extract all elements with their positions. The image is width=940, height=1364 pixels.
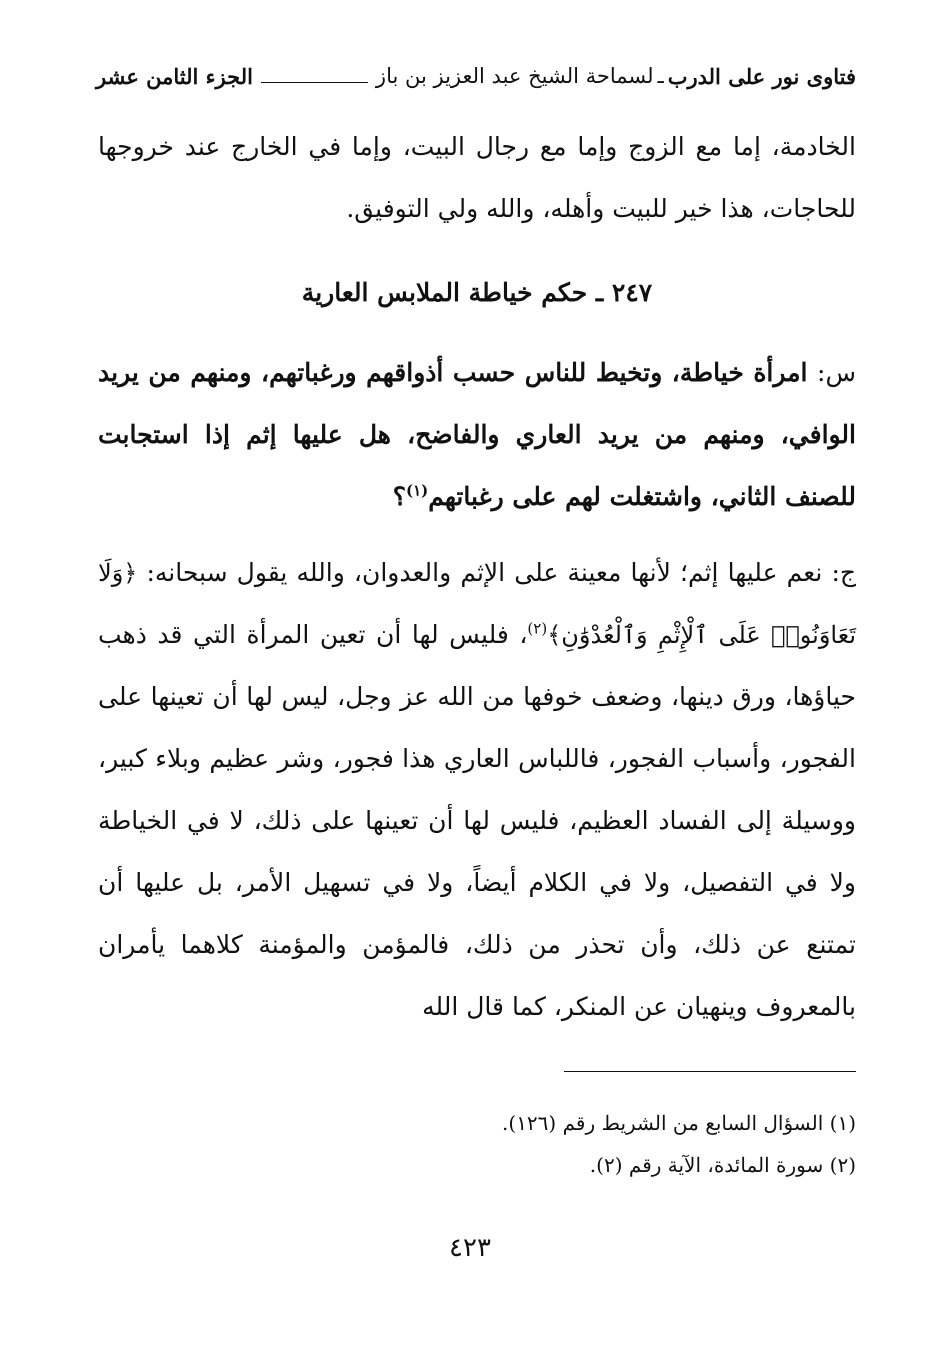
footnote-separator — [564, 1071, 856, 1072]
answer-lead: ج: — [831, 558, 856, 587]
question-lead: س: — [817, 358, 856, 387]
continuation-text: الخادمة، إما مع الزوج وإما مع رجال البيت، وإما في الخارج عند خروجها للحاجات، هذا خير للبيت وأهله، والله ولي التوفيق. — [98, 132, 856, 223]
fatwa-heading: ٢٤٧ ـ حكم خياطة الملابس العارية — [301, 278, 653, 307]
answer-text-after-verse: ، فليس لها أن تعين المرأة التي قد ذهب حياؤها، ورق دينها، وضعف خوفها من الله عز وجل، ليس لها أن تعينها على الفجور، وأسباب الفجور، فاللباس العاري هذا فجور، وشر عظيم وبلاء كبير، ووسيلة إلى الفساد العظيم، فليس لها أن تعينها على ذلك، لا في الخياطة ولا في التفصيل، ولا في الكلام أيضاً، ولا في تسهيل الأمر، بل عليها أن تمتنع عن ذلك، وأن تحذر من ذلك، فالمؤمن والمؤمنة كلاهما يأمران بالمعروف وينهيان عن المنكر، كما قال الله — [98, 620, 856, 1021]
answer-text-before-verse: نعم عليها إثم؛ لأنها معينة على الإثم والعدوان، والله يقول سبحانه: — [146, 558, 823, 587]
question-paragraph — [98, 342, 856, 528]
footnote-2: (٢) سورة المائدة، الآية رقم (٢). — [589, 1153, 856, 1177]
running-header — [96, 58, 856, 94]
answer-paragraph — [98, 542, 856, 1038]
footnote-ref-2: (٢) — [527, 619, 548, 638]
question-end: ؟ — [392, 482, 406, 511]
author-line: لسماحة الشيخ عبد العزيز بن باز — [375, 64, 654, 88]
quran-verse: ﴿وَلَا تَعَاوَنُوا۟ عَلَى ٱلْإِثْمِ وَٱلْعُدْوَٰنِ﴾ — [98, 559, 856, 649]
question-text: امرأة خياطة، وتخيط للناس حسب أذواقهم ورغباتهم، ومنهم من يريد الوافي، ومنهم من يريد العاري والفاضح، هل عليها إثم إذا استجابت للصنف الثاني، واشتغلت لهم على رغباتهم — [98, 358, 856, 511]
series-title: فتاوى نور على الدرب — [667, 63, 856, 89]
header-rule — [261, 82, 368, 83]
continuation-paragraph — [98, 116, 856, 240]
volume-label: الجزء الثامن عشر — [96, 63, 253, 89]
footnote-ref-1: (١) — [405, 481, 429, 500]
header-dash: ـ — [657, 64, 664, 88]
footnote-1: (١) السؤال السابع من الشريط رقم (١٢٦). — [502, 1111, 856, 1135]
footnotes — [98, 1102, 856, 1186]
page-number: ٤٢٣ — [449, 1233, 491, 1263]
